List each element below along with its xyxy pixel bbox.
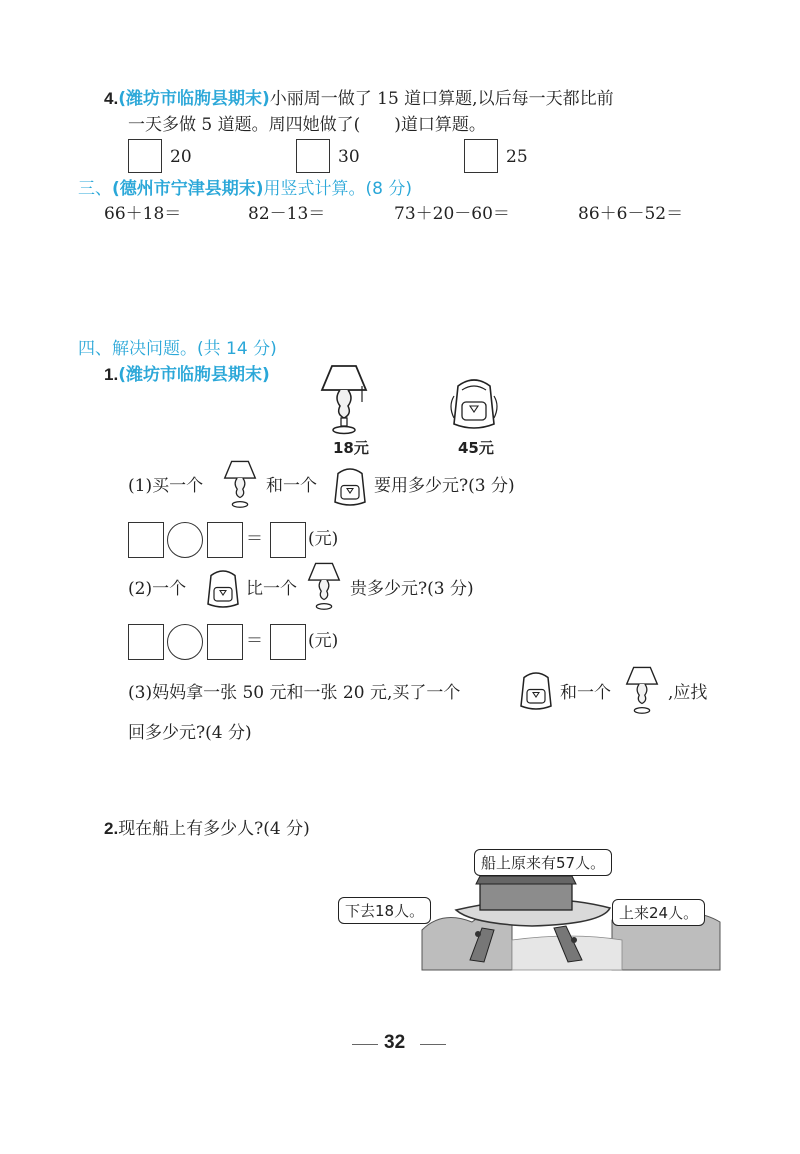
p1-source: (潍坊市临朐县期末) xyxy=(118,365,270,385)
backpack-icon xyxy=(203,568,243,610)
s2-operator-circle[interactable] xyxy=(167,624,203,660)
s3-text-b: 和一个 xyxy=(560,683,611,703)
s1-unit: (元) xyxy=(308,529,339,549)
s3-text-a: (3)妈妈拿一张 50 元和一张 20 元,买了一个 xyxy=(128,683,461,703)
sec3-expr-4: 86＋6－52＝ xyxy=(578,204,684,224)
boat-bubble-off: 下去18人。 xyxy=(338,897,431,924)
s2-answer-box-1[interactable] xyxy=(128,624,164,660)
page-number: 32 xyxy=(384,1032,406,1053)
q4-line1 xyxy=(104,88,614,110)
footer-rule-right xyxy=(420,1044,446,1045)
sec3-source: (德州市宁津县期末) xyxy=(112,179,264,199)
sec3-number: 三、 xyxy=(78,179,112,199)
q4-text-1: 小丽周一做了 15 道口算题,以后每一天都比前 xyxy=(269,89,614,109)
s2-text-c: 贵多少元?(3 分) xyxy=(350,579,474,599)
q4-option-2-checkbox[interactable] xyxy=(296,139,330,173)
boat-bubble-on: 上来24人。 xyxy=(612,899,705,926)
backpack-icon xyxy=(516,670,556,712)
sec3-expr-3: 73＋20－60＝ xyxy=(394,204,510,224)
s3-text-c: ,应找 xyxy=(668,683,708,703)
q4-option-3-label: 25 xyxy=(506,147,528,167)
p1-number: 1. xyxy=(104,365,119,384)
s1-answer-box-1[interactable] xyxy=(128,522,164,558)
q4-number: 4. xyxy=(104,89,119,108)
q4-option-1-checkbox[interactable] xyxy=(128,139,162,173)
p1-heading xyxy=(104,364,270,386)
s2-text-b: 比一个 xyxy=(246,579,297,599)
boat-bubble-original: 船上原来有57人。 xyxy=(474,849,612,876)
sec3-expr-1: 66＋18＝ xyxy=(104,204,182,224)
lamp-icon xyxy=(306,562,342,612)
lamp-icon xyxy=(320,364,368,436)
q4-option-1-label: 20 xyxy=(170,147,192,167)
s2-equals: ＝ xyxy=(246,631,263,651)
q4-source: (潍坊市临朐县期末) xyxy=(118,89,270,109)
s2-unit: (元) xyxy=(308,631,339,651)
lamp-icon xyxy=(624,666,660,716)
s1-text-a: (1)买一个 xyxy=(128,476,204,496)
backpack-icon xyxy=(330,466,370,508)
backpack-icon xyxy=(448,376,500,432)
s1-result-box[interactable] xyxy=(270,522,306,558)
s1-text-b: 和一个 xyxy=(266,476,317,496)
s1-equals: ＝ xyxy=(246,529,263,549)
footer-rule-left xyxy=(352,1044,378,1045)
p2-heading xyxy=(104,818,310,840)
sec3-title: 用竖式计算。(8 分) xyxy=(263,179,413,199)
q4-option-3-checkbox[interactable] xyxy=(464,139,498,173)
s2-text-a: (2)一个 xyxy=(128,579,187,599)
sec3-expr-2: 82－13＝ xyxy=(248,204,326,224)
p2-number: 2. xyxy=(104,819,119,838)
q4-text-2: 一天多做 5 道题。周四她做了( )道口算题。 xyxy=(128,115,486,135)
s1-answer-box-2[interactable] xyxy=(207,522,243,558)
s2-answer-box-2[interactable] xyxy=(207,624,243,660)
s1-text-c: 要用多少元?(3 分) xyxy=(374,476,515,496)
s1-operator-circle[interactable] xyxy=(167,522,203,558)
lamp-price: 18元 xyxy=(333,439,369,457)
bag-price: 45元 xyxy=(458,439,494,457)
sec4-title: 四、解决问题。(共 14 分) xyxy=(78,339,277,359)
q4-option-2-label: 30 xyxy=(338,147,360,167)
sec3-heading xyxy=(78,178,412,200)
s2-result-box[interactable] xyxy=(270,624,306,660)
lamp-icon xyxy=(222,460,258,510)
s3-text-line2: 回多少元?(4 分) xyxy=(128,723,252,743)
p2-text: 现在船上有多少人?(4 分) xyxy=(118,819,310,839)
